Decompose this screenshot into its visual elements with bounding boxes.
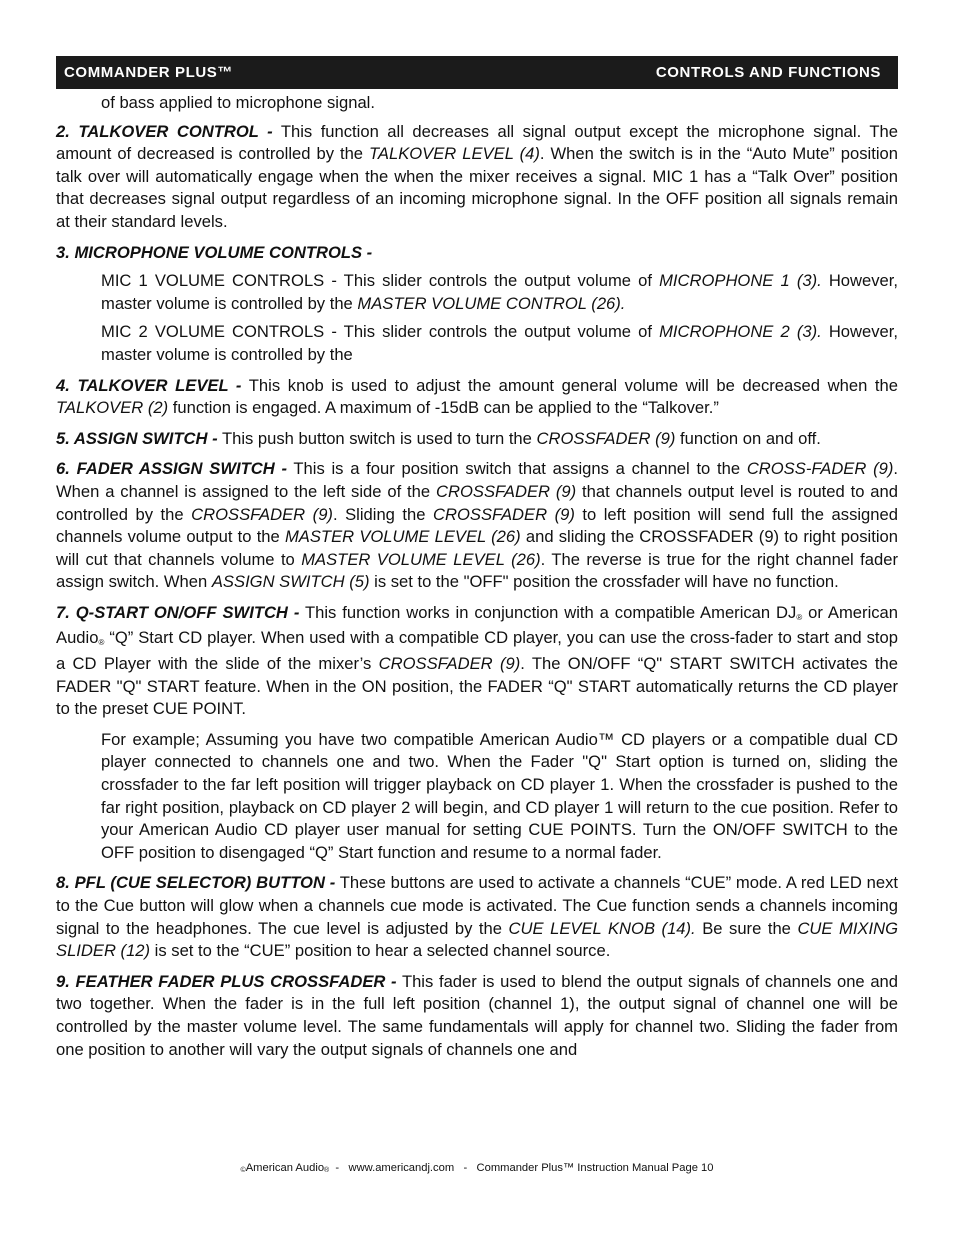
q-start-text-4: . The ON/OFF “Q" START SWITCH activates the FADER "Q" START feature. When in the ON position, the FADER “Q" START automatically returns the CD player to the preset CUE POINT. <box>56 654 898 719</box>
pfl-text-3: is set to the “CUE” position to hear a selected channel source. <box>150 941 611 961</box>
fader-assign-ref-1: CROSS-FADER (9) <box>746 459 894 479</box>
header-product-title: COMMANDER PLUS™ <box>64 64 233 81</box>
header-section-title: CONTROLS AND FUNCTIONS <box>655 64 881 81</box>
pfl-cue-mixing-ref: CUE MIXING SLIDER (12) <box>56 918 899 961</box>
fader-assign-ref-3: CROSSFADER (9) <box>191 504 333 524</box>
fader-assign-ref-4: CROSSFADER (9) <box>433 504 575 524</box>
fader-assign-paragraph <box>56 458 898 594</box>
footer-brand: American Audio <box>245 1162 325 1174</box>
feather-fader-text-1: This fader is used to blend the output signals of channels one and two together. When the fader is in the full left position (channel 1), the output signal of channel one will be controlled by the master volume level. The same fundamentals will apply for channel two. Sliding the fader from one position to another will vary the output signals of channels one and <box>56 971 899 1059</box>
fader-assign-text-8: is set to the "OFF" position the crossfader will have no function. <box>369 572 839 592</box>
assign-switch-text-2: function on and off. <box>675 428 821 448</box>
talkover-level-ref: TALKOVER LEVEL (4) <box>369 144 540 164</box>
q-start-text-3: “Q” Start CD player. When used with a compatible CD player, you can use the cross-fader to start and stop a CD Player with the slide of the mixer’s <box>56 628 898 674</box>
fader-assign-text-6: and sliding the CROSSFADER (9) to right position will cut that channels volume to <box>56 527 898 569</box>
q-start-crossfader-ref: CROSSFADER (9) <box>378 654 521 674</box>
page-header <box>56 56 898 89</box>
mic-volume-heading-paragraph <box>56 242 898 265</box>
mic2-ref-microphone: MICROPHONE 2 (3). <box>659 322 822 342</box>
q-start-text-1: This function works in conjunction with a compatible American DJ <box>299 602 797 622</box>
feather-fader-paragraph <box>56 971 898 1061</box>
fader-assign-text-1: This is a four position switch that assigns a channel to the <box>286 459 747 479</box>
mic1-ref-microphone: MICROPHONE 1 (3). <box>659 271 822 291</box>
q-start-text-2: or American Audio <box>56 602 899 648</box>
assign-switch-paragraph <box>56 428 898 451</box>
fader-assign-text-7: . The reverse is true for the right channel fader assign switch. When <box>56 549 898 592</box>
talkover-ref: TALKOVER (2) <box>56 398 169 418</box>
talkover-control-text-1: This function all decreases all signal output except the microphone signal. The amount of decreased is controlled by the <box>56 121 898 164</box>
fader-assign-ref-7: ASSIGN SWITCH (5) <box>211 572 370 592</box>
registered-mark: ® <box>796 612 803 622</box>
fader-assign-ref-6: MASTER VOLUME LEVEL (26) <box>301 549 541 569</box>
carryover-text: of bass applied to microphone signal. <box>101 93 375 112</box>
registered-mark: ® <box>98 638 105 648</box>
footer-text: - www.americandj.com - Commander Plus™ Instruction Manual Page 10 <box>329 1162 714 1174</box>
talkover-level-paragraph <box>56 375 898 420</box>
fader-assign-ref-5: MASTER VOLUME LEVEL (26) <box>284 527 521 547</box>
carryover-paragraph <box>56 92 898 115</box>
q-start-example-paragraph <box>56 729 898 865</box>
assign-switch-text-1: This push button switch is used to turn the <box>217 428 537 448</box>
mic2-text-1: MIC 2 VOLUME CONTROLS - This slider controls the output volume of <box>101 322 660 342</box>
assign-switch-crossfader-ref: CROSSFADER (9) <box>536 428 676 448</box>
talkover-level-heading: 4. TALKOVER LEVEL - <box>56 375 242 395</box>
footer-registered-mark: ® <box>324 1167 330 1174</box>
pfl-paragraph <box>56 872 898 962</box>
assign-switch-heading: 5. ASSIGN SWITCH - <box>56 428 218 448</box>
talkover-level-text-1: This knob is used to adjust the amount general volume will be decreased when the <box>241 375 899 395</box>
fader-assign-heading: 6. FADER ASSIGN SWITCH - <box>56 459 287 479</box>
pfl-cue-level-ref: CUE LEVEL KNOB (14). <box>508 918 696 938</box>
mic1-text-2: However, master volume is controlled by the <box>101 271 898 313</box>
mic1-ref-master-volume: MASTER VOLUME CONTROL (26). <box>357 293 626 313</box>
fader-assign-text-4: . Sliding the <box>332 504 434 524</box>
q-start-example-text: For example; Assuming you have two compatible American Audio™ CD players or a compatible dual CD player connected to channels one and two. When the Fader "Q" Start option is turned on, sliding the crossfader to the far left position will trigger playback on CD player 1. When the crossfader is pushed to the far right position, playback on CD player 2 will begin, and CD player 1 will return to the cue position. Refer to your American Audio CD player user manual for setting CUE POINTS. Turn the ON/OFF SWITCH to the OFF position to disengaged “Q” Start function and resume to a normal fader. <box>101 729 898 862</box>
q-start-paragraph <box>56 602 898 721</box>
talkover-control-paragraph <box>56 121 898 234</box>
fader-assign-text-2: . When a channel is assigned to the left side of the <box>56 459 898 501</box>
mic1-text-1: MIC 1 VOLUME CONTROLS - This slider controls the output volume of <box>101 271 660 291</box>
page-footer <box>0 1162 954 1174</box>
feather-fader-heading: 9. FEATHER FADER PLUS CROSSFADER - <box>56 971 397 991</box>
pfl-heading: 8. PFL (CUE SELECTOR) BUTTON - <box>56 873 336 893</box>
mic-volume-heading: 3. MICROPHONE VOLUME CONTROLS - <box>56 242 373 262</box>
manual-body <box>56 92 898 1069</box>
talkover-control-text-2: . When the switch is in the “Auto Mute” position talk over will automatically engage when the when the mixer receives a signal. MIC 1 has a “Talk Over” position that decreases signal output regardless of an incoming microphone signal. In the OFF position all signals remain at their standard levels. <box>56 144 898 231</box>
mic2-text-2: However, master volume is controlled by the <box>101 322 898 364</box>
mic1-volume-paragraph <box>56 270 898 315</box>
copyright-mark: © <box>240 1167 246 1174</box>
pfl-text-2: Be sure the <box>695 918 798 938</box>
pfl-text-1: These buttons are used to activate a channels “CUE” mode. A red LED next to the Cue button will glow when a channels cue mode is activated. The Cue function sends a channels incoming signal to the headphones. The cue level is adjusted by the <box>56 873 898 938</box>
q-start-heading: 7. Q-START ON/OFF SWITCH - <box>56 602 300 622</box>
fader-assign-text-5: to left position will send full the assigned channels volume output to the <box>56 504 898 547</box>
talkover-control-heading: 2. TALKOVER CONTROL - <box>56 121 273 141</box>
talkover-level-text-2: function is engaged. A maximum of -15dB can be applied to the “Talkover.” <box>168 398 719 418</box>
fader-assign-ref-2: CROSSFADER (9) <box>436 481 577 501</box>
mic2-volume-paragraph <box>56 321 898 366</box>
fader-assign-text-3: that channels output level is routed to and controlled by the <box>56 481 898 524</box>
